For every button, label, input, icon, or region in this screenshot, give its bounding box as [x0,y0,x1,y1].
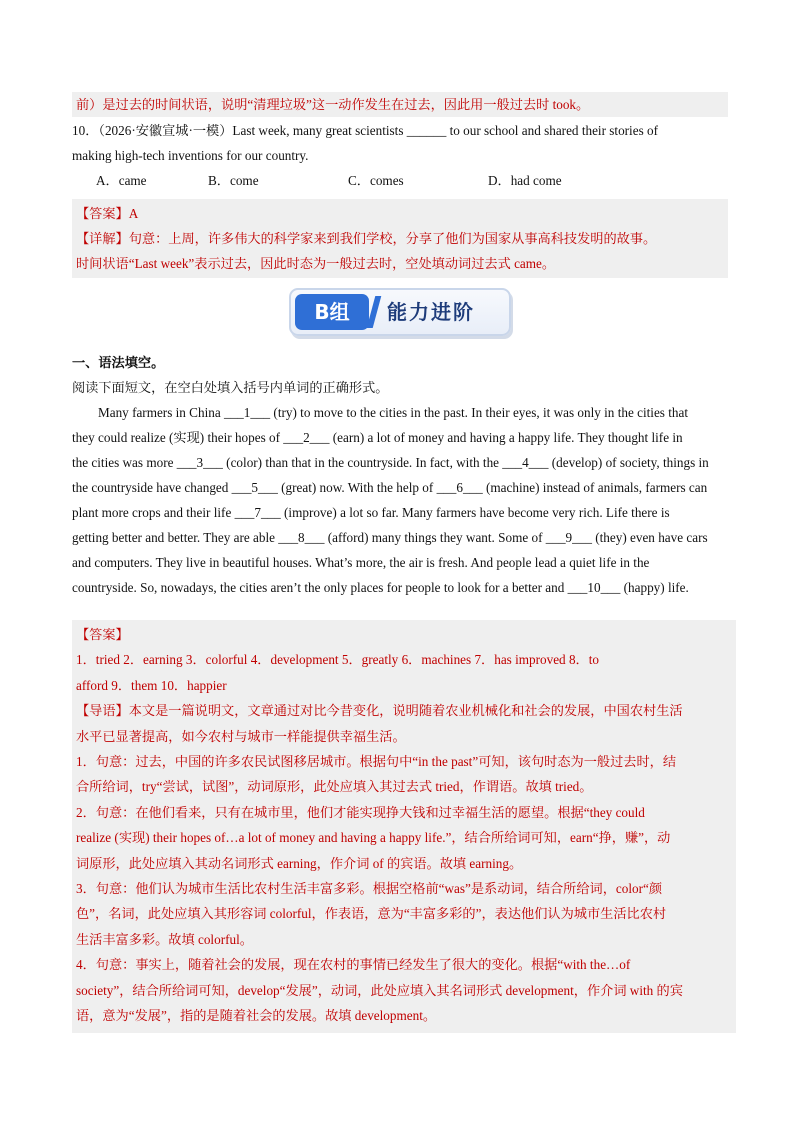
q10-detail-line1: 【详解】句意：上周，许多伟大的科学家来到我们学校，分享了他们为国家从事高科技发明的故事。 [76,231,657,246]
passage-line: countryside. So, nowadays, the cities aren’t the only places for people to look for a better and ___10___ (happy) life. [72,580,689,595]
explanation-line: 词原形，此处应填入其动名词形式 earning，作介词 of 的宾语。故填 earning。 [76,855,523,871]
banner-title: 能力进阶 [387,300,475,324]
q10-answer-box [72,199,728,278]
explanation-line: 2．句意：在他们看来，只有在城市里，他们才能实现挣大钱和过幸福生活的愿望。根据“they could [76,804,645,820]
q10-detail-line2: 时间状语“Last week”表示过去，因此时态为一般过去时，空处填动词过去式 came。 [76,256,556,271]
explanation-line: 色”，名词，此处应填入其形容词 colorful，作表语，意为“丰富多彩的”，表达他们认为城市生活比农村 [76,906,667,922]
answer-list-line2: afford 9．them 10．happier [76,677,227,693]
passage-line: getting better and better. They are able ___8___ (afford) many things they want. Some of ___9___ (they) even have cars [72,530,708,545]
passage-line: the countryside have changed ___5___ (great) now. With the help of ___6___ (machine) instead of animals, farmers can [72,480,708,495]
explanation-line: society”，结合所给词可知，develop“发展”，动词，此处应填入其名词形式 development，作介词 with 的宾 [76,982,683,998]
group-tag: B组 [295,294,369,330]
passage-line: Many farmers in China ___1___ (try) to move to the cities in the past. In their eyes, it was only in the cities that [98,405,689,420]
guide-line2: 水平已显著提高，如今农村与城市一样能提供幸福生活。 [76,728,406,744]
answer-list-line1: 1．tried 2．earning 3．colorful 4．development 5．greatly 6．machines 7．has improved 8．to [76,652,599,668]
explanation-line: realize (实现) their hopes of…a lot of money and having a happy life.”，结合所给词可知，earn“挣，赚”，动 [76,830,671,846]
section-instruction: 阅读下面短文，在空白处填入括号内单词的正确形式。 [72,380,389,395]
explanation-line: 生活丰富多彩。故填 colorful。 [76,931,253,947]
option-list [72,168,728,193]
section-banner [289,288,511,338]
guide-line1: 【导语】本文是一篇说明文，文章通过对比今昔变化，说明随着农业机械化和社会的发展，中国农村生活 [76,703,683,719]
question-stem-line2: making high-tech inventions for our country. [72,148,309,163]
passage-line: and computers. They live in beautiful houses. What’s more, the air is fresh. And people lead a quiet life in the [72,555,650,570]
passage-line: plant more crops and their life ___7___ (improve) a lot so far. Many farmers have become very rich. Life there is [72,505,670,520]
previous-explanation: 前）是过去的时间状语，说明“清理垃圾”这一动作发生在过去，因此用一般过去时 took。 [72,92,728,117]
option-d[interactable]: D．had come [488,173,562,188]
answer-explanation-box [72,620,736,1033]
explanation-line: 合所给词，try“尝试，试图”，动词原形，此处应填入其过去式 tried，作谓语。故填 tried。 [76,779,593,795]
q10-answer: 【答案】A [76,206,139,221]
passage [72,400,728,600]
option-b[interactable]: B．come [208,173,259,188]
passage-line: the cities was more ___3___ (color) than that in the countryside. In fact, with the ___4___ (develop) of society, things in [72,455,709,470]
explanation-line: 4．句意：事实上，随着社会的发展，现在农村的事情已经发生了很大的变化。根据“with the…of [76,957,631,973]
explanation-line: 1．句意：过去，中国的许多农民试图移居城市。根据句中“in the past”可知，该句时态为一般过去时，结 [76,754,677,770]
answer-label: 【答案】 [76,627,129,642]
passage-line: they could realize (实现) their hopes of ___2___ (earn) a lot of money and having a happy life. They thought life in [72,430,683,445]
option-c[interactable]: C．comes [348,173,404,188]
explanation-line: 语，意为“发展”，指的是随着社会的发展。故填 development。 [76,1008,437,1024]
question-stem-line1: 10．（2026·安徽宣城·一模）Last week, many great scientists ______ to our school and shared their stories of [72,123,658,138]
option-a[interactable]: A．came [96,173,147,188]
grammar-fill-section [72,350,728,600]
explanation-line: 3．句意：他们认为城市生活比农村生活丰富多彩。根据空格前“was”是系动词，结合所给词，color“颜 [76,881,663,897]
question-10 [72,118,728,278]
section-heading: 一、语法填空。 [72,355,165,370]
